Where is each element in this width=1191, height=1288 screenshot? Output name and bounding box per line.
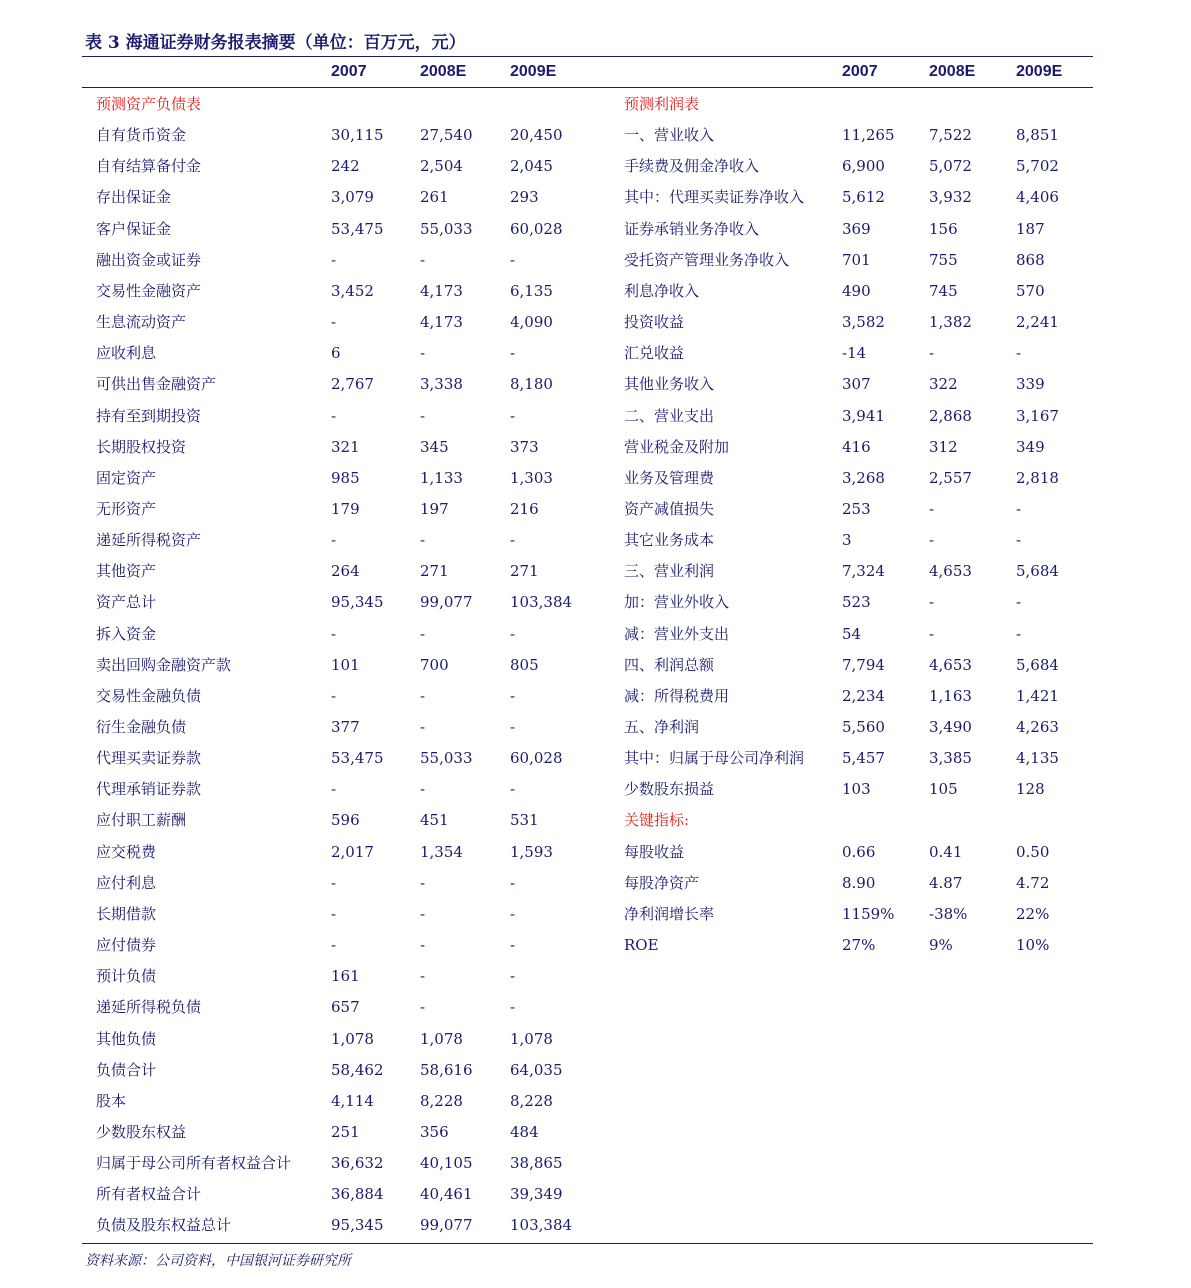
row-label: 其他业务收入 <box>624 375 715 394</box>
cell-value-y2: 3,932 <box>929 188 972 207</box>
row-label: 归属于母公司所有者权益合计 <box>96 1154 292 1173</box>
cell-value-y1: 54 <box>842 624 862 643</box>
income-statement-row <box>82 337 1093 368</box>
row-label: 净利润增长率 <box>624 904 715 923</box>
cell-value-y2: 105 <box>929 780 958 799</box>
cell-value-y2: 1,133 <box>420 468 463 487</box>
balance-sheet-row <box>82 1209 1093 1240</box>
row-label: 少数股东损益 <box>624 780 715 799</box>
left-header-2008e: 2008E <box>420 63 467 80</box>
cell-value-y1: 3 <box>842 531 852 550</box>
row-label: 存出保证金 <box>96 188 172 207</box>
cell-value-y1: 3,941 <box>842 406 885 425</box>
right-header-2009e: 2009E <box>1016 63 1063 80</box>
row-label: 自有结算备付金 <box>96 157 202 176</box>
cell-value-y2: 58,616 <box>420 1060 473 1079</box>
cell-value-y2: 356 <box>420 1122 449 1141</box>
cell-value-y3: - <box>1016 344 1022 363</box>
cell-value-y2: 2,557 <box>929 468 972 487</box>
row-label: 其他资产 <box>96 562 157 581</box>
row-label: 每股收益 <box>624 842 685 861</box>
cell-value-y3: 4,135 <box>1016 749 1059 768</box>
cell-value-y1: 369 <box>842 219 871 238</box>
cell-value-y3: 103,384 <box>510 593 573 612</box>
cell-value-y2: - <box>420 686 426 705</box>
cell-value-y3: 128 <box>1016 780 1045 799</box>
cell-value-y2: 1,163 <box>929 686 972 705</box>
cell-value-y1: - <box>331 686 337 705</box>
row-label: 减：营业外支出 <box>624 624 730 643</box>
row-label: 其中：归属于母公司净利润 <box>624 749 805 768</box>
cell-value-y2: - <box>420 406 426 425</box>
balance-sheet-row <box>82 1023 1093 1054</box>
cell-value-y1: -14 <box>842 344 867 363</box>
income-statement-row <box>82 462 1093 493</box>
cell-value-y3: 4,263 <box>1016 718 1059 736</box>
cell-value-y1: 7,324 <box>842 562 885 581</box>
cell-value-y3: - <box>510 531 516 550</box>
cell-value-y1: - <box>331 873 337 892</box>
cell-value-y2: 1,354 <box>420 842 463 861</box>
income-statement-row <box>82 586 1093 617</box>
row-label: 交易性金融负债 <box>96 686 202 705</box>
income-statement-row <box>82 773 1093 804</box>
cell-value-y2: - <box>420 780 426 799</box>
row-label: 一、营业收入 <box>624 126 715 145</box>
cell-value-y3: 339 <box>1016 375 1045 394</box>
cell-value-y2: - <box>420 344 426 363</box>
row-label: 利息净收入 <box>624 281 700 300</box>
cell-value-y2: 27,540 <box>420 126 473 145</box>
cell-value-y2: 451 <box>420 811 449 830</box>
income-statement-row <box>82 244 1093 275</box>
cell-value-y3: 60,028 <box>510 749 563 768</box>
row-label: 应收利息 <box>96 344 157 363</box>
row-label: 资产减值损失 <box>624 499 715 518</box>
cell-value-y2: - <box>420 936 426 955</box>
balance-sheet-row <box>82 1147 1093 1178</box>
right-header-2008e: 2008E <box>929 63 976 80</box>
cell-value-y3: 868 <box>1016 250 1045 269</box>
cell-value-y3: 39,349 <box>510 1185 563 1204</box>
cell-value-y2: 271 <box>420 562 449 581</box>
cell-value-y3: 5,684 <box>1016 562 1059 581</box>
cell-value-y3: 6,135 <box>510 281 553 300</box>
row-label: 五、净利润 <box>624 718 700 736</box>
cell-value-y3: 4.72 <box>1016 873 1050 892</box>
cell-value-y1: - <box>331 936 337 955</box>
row-label: 三、营业利润 <box>624 562 715 581</box>
cell-value-y1: 2,017 <box>331 842 374 861</box>
cell-value-y3: - <box>510 873 516 892</box>
income-statement-row <box>82 898 1093 929</box>
cell-value-y2: 755 <box>929 250 958 269</box>
cell-value-y2: 40,461 <box>420 1185 473 1204</box>
cell-value-y1: 8.90 <box>842 873 876 892</box>
row-label: 其它业务成本 <box>624 531 715 550</box>
cell-value-y1: 4,114 <box>331 1091 374 1110</box>
cell-value-y2: 99,077 <box>420 1216 473 1235</box>
cell-value-y3: 10% <box>1016 936 1050 955</box>
cell-value-y1: 5,457 <box>842 749 885 768</box>
cell-value-y3: - <box>510 936 516 955</box>
cell-value-y1: 3,452 <box>331 281 374 300</box>
cell-value-y2: - <box>420 718 426 736</box>
cell-value-y3: 531 <box>510 811 539 830</box>
cell-value-y1: 58,462 <box>331 1060 384 1079</box>
cell-value-y1: 701 <box>842 250 871 269</box>
cell-value-y3: 2,241 <box>1016 313 1059 332</box>
income-statement-row <box>82 649 1093 680</box>
cell-value-y2: 700 <box>420 655 449 674</box>
source-note: 资料来源：公司资料，中国银河证券研究所 <box>85 1253 351 1269</box>
left-header-2007: 2007 <box>331 63 367 80</box>
cell-value-y2: 8,228 <box>420 1091 463 1110</box>
cell-value-y3: 8,228 <box>510 1091 553 1110</box>
cell-value-y2: 4,653 <box>929 562 972 581</box>
cell-value-y3: 271 <box>510 562 539 581</box>
row-label: 衍生金融负债 <box>96 718 187 736</box>
cell-value-y2: - <box>420 250 426 269</box>
cell-value-y1: 490 <box>842 281 871 300</box>
row-label: 长期借款 <box>96 904 157 923</box>
cell-value-y1: - <box>331 313 337 332</box>
income-statement-row <box>82 555 1093 586</box>
row-label: 其他负债 <box>96 1029 157 1048</box>
cell-value-y1: 101 <box>331 655 360 674</box>
row-label: 营业税金及附加 <box>624 437 730 456</box>
cell-value-y1: 3,268 <box>842 468 885 487</box>
row-label: 应付利息 <box>96 873 157 892</box>
income-statement-row <box>82 88 1093 119</box>
cell-value-y3: 60,028 <box>510 219 563 238</box>
row-label: 其中：代理买卖证券净收入 <box>624 188 805 207</box>
cell-value-y3: 216 <box>510 499 539 518</box>
cell-value-y2: 55,033 <box>420 219 473 238</box>
cell-value-y3: 2,045 <box>510 157 553 176</box>
cell-value-y2: 322 <box>929 375 958 394</box>
cell-value-y2: - <box>929 624 935 643</box>
cell-value-y2: - <box>420 873 426 892</box>
cell-value-y3: 5,702 <box>1016 157 1059 176</box>
row-label: 手续费及佣金净收入 <box>624 157 760 176</box>
cell-value-y3: 20,450 <box>510 126 563 145</box>
cell-value-y3: 0.50 <box>1016 842 1050 861</box>
income-statement-row <box>82 431 1093 462</box>
section-heading: 预测利润表 <box>624 95 700 113</box>
cell-value-y1: 2,234 <box>842 686 885 705</box>
cell-value-y2: - <box>420 624 426 643</box>
cell-value-y1: 377 <box>331 718 360 736</box>
top-rule <box>82 56 1093 57</box>
row-label: 客户保证金 <box>96 219 172 238</box>
row-label: 生息流动资产 <box>96 313 187 332</box>
cell-value-y3: - <box>1016 499 1022 518</box>
income-statement-row <box>82 836 1093 867</box>
cell-value-y2: - <box>929 531 935 550</box>
row-label: 减：所得税费用 <box>624 686 730 705</box>
cell-value-y3: 373 <box>510 437 539 456</box>
cell-value-y3: 5,684 <box>1016 655 1059 674</box>
row-label: 投资收益 <box>624 313 685 332</box>
cell-value-y2: 0.41 <box>929 842 963 861</box>
cell-value-y3: 570 <box>1016 281 1045 300</box>
cell-value-y2: 5,072 <box>929 157 972 176</box>
cell-value-y3: - <box>1016 531 1022 550</box>
cell-value-y2: - <box>420 998 426 1017</box>
income-statement-row <box>82 867 1093 898</box>
cell-value-y1: 1159% <box>842 904 895 923</box>
cell-value-y2: 4,173 <box>420 313 463 332</box>
section-heading: 关键指标: <box>624 811 690 830</box>
row-label: 预计负债 <box>96 967 157 986</box>
cell-value-y1: 2,767 <box>331 375 374 394</box>
income-statement-row <box>82 119 1093 150</box>
cell-value-y2: 3,385 <box>929 749 972 768</box>
income-statement-row <box>82 493 1093 524</box>
cell-value-y1: - <box>331 250 337 269</box>
cell-value-y2: 261 <box>420 188 449 207</box>
row-label: 卖出回购金融资产款 <box>96 655 232 674</box>
cell-value-y2: 4,653 <box>929 655 972 674</box>
cell-value-y1: 3,079 <box>331 188 374 207</box>
cell-value-y1: 179 <box>331 499 360 518</box>
cell-value-y1: 161 <box>331 967 360 986</box>
cell-value-y1: 103 <box>842 780 871 799</box>
balance-sheet-row <box>82 1085 1093 1116</box>
cell-value-y1: 596 <box>331 811 360 830</box>
row-label: 业务及管理费 <box>624 468 715 487</box>
cell-value-y1: 36,884 <box>331 1185 384 1204</box>
cell-value-y3: 3,167 <box>1016 406 1059 425</box>
cell-value-y3: - <box>510 406 516 425</box>
cell-value-y1: 0.66 <box>842 842 876 861</box>
left-header-2009e: 2009E <box>510 63 557 80</box>
income-statement-row <box>82 929 1093 960</box>
income-statement-row <box>82 275 1093 306</box>
row-label: 所有者权益合计 <box>96 1185 202 1204</box>
cell-value-y1: 6,900 <box>842 157 885 176</box>
cell-value-y3: - <box>510 998 516 1017</box>
cell-value-y1: 657 <box>331 998 360 1017</box>
row-label: 应付债券 <box>96 936 157 955</box>
cell-value-y1: 95,345 <box>331 593 384 612</box>
cell-value-y2: 156 <box>929 219 958 238</box>
cell-value-y1: 242 <box>331 157 360 176</box>
income-statement-row <box>82 368 1093 399</box>
row-label: 固定资产 <box>96 468 157 487</box>
cell-value-y1: 27% <box>842 936 876 955</box>
row-label: 代理买卖证券款 <box>96 749 202 768</box>
cell-value-y2: 40,105 <box>420 1154 473 1173</box>
cell-value-y1: 321 <box>331 437 360 456</box>
cell-value-y2: 1,382 <box>929 313 972 332</box>
cell-value-y2: 3,338 <box>420 375 463 394</box>
cell-value-y3: 103,384 <box>510 1216 573 1235</box>
cell-value-y1: 7,794 <box>842 655 885 674</box>
row-label: 递延所得税负债 <box>96 998 202 1017</box>
row-label: 加：营业外收入 <box>624 593 730 612</box>
cell-value-y1: 11,265 <box>842 126 895 145</box>
cell-value-y3: 4,090 <box>510 313 553 332</box>
row-label: 应交税费 <box>96 842 157 861</box>
balance-sheet-row <box>82 1116 1093 1147</box>
cell-value-y2: -38% <box>929 904 968 923</box>
cell-value-y1: - <box>331 780 337 799</box>
cell-value-y1: 5,560 <box>842 718 885 736</box>
income-statement-row <box>82 213 1093 244</box>
cell-value-y1: 1,078 <box>331 1029 374 1048</box>
cell-value-y1: 53,475 <box>331 219 384 238</box>
cell-value-y1: 264 <box>331 562 360 581</box>
cell-value-y3: 1,303 <box>510 468 553 487</box>
row-label: 递延所得税资产 <box>96 531 202 550</box>
cell-value-y3: 64,035 <box>510 1060 563 1079</box>
cell-value-y2: - <box>929 593 935 612</box>
cell-value-y3: - <box>510 780 516 799</box>
cell-value-y2: - <box>420 531 426 550</box>
row-label: 股本 <box>96 1091 127 1110</box>
cell-value-y2: 197 <box>420 499 449 518</box>
cell-value-y3: - <box>510 967 516 986</box>
cell-value-y3: - <box>1016 593 1022 612</box>
income-statement-row <box>82 150 1093 181</box>
bottom-rule <box>82 1243 1093 1244</box>
row-label: 融出资金或证券 <box>96 250 202 269</box>
cell-value-y3: - <box>510 718 516 736</box>
row-label: 无形资产 <box>96 499 157 518</box>
income-statement-row <box>82 711 1093 742</box>
balance-sheet-row <box>82 1178 1093 1209</box>
cell-value-y1: 95,345 <box>331 1216 384 1235</box>
cell-value-y1: 5,612 <box>842 188 885 207</box>
cell-value-y3: - <box>510 344 516 363</box>
cell-value-y2: - <box>929 499 935 518</box>
row-label: 交易性金融资产 <box>96 281 202 300</box>
cell-value-y3: 38,865 <box>510 1154 563 1173</box>
cell-value-y3: 4,406 <box>1016 188 1059 207</box>
cell-value-y3: 2,818 <box>1016 468 1059 487</box>
row-label: 负债合计 <box>96 1060 157 1079</box>
cell-value-y2: 1,078 <box>420 1029 463 1048</box>
cell-value-y1: - <box>331 624 337 643</box>
cell-value-y2: - <box>929 344 935 363</box>
row-label: 少数股东权益 <box>96 1122 187 1141</box>
cell-value-y2: 4.87 <box>929 873 963 892</box>
income-statement-row <box>82 306 1093 337</box>
income-statement-row <box>82 524 1093 555</box>
cell-value-y1: 36,632 <box>331 1154 384 1173</box>
cell-value-y1: 53,475 <box>331 749 384 768</box>
cell-value-y2: 9% <box>929 936 953 955</box>
row-label: 代理承销证券款 <box>96 780 202 799</box>
cell-value-y1: - <box>331 531 337 550</box>
row-label: 汇兑收益 <box>624 344 685 363</box>
cell-value-y3: 187 <box>1016 219 1045 238</box>
income-statement-row <box>82 181 1093 212</box>
cell-value-y1: 251 <box>331 1122 360 1141</box>
cell-value-y3: - <box>1016 624 1022 643</box>
row-label: ROE <box>624 936 659 955</box>
cell-value-y1: - <box>331 406 337 425</box>
income-statement-row <box>82 618 1093 649</box>
cell-value-y3: 1,421 <box>1016 686 1059 705</box>
row-label: 受托资产管理业务净收入 <box>624 250 790 269</box>
cell-value-y2: 7,522 <box>929 126 972 145</box>
cell-value-y2: 2,868 <box>929 406 972 425</box>
row-label: 二、营业支出 <box>624 406 715 425</box>
cell-value-y1: - <box>331 904 337 923</box>
cell-value-y1: 30,115 <box>331 126 384 145</box>
cell-value-y3: 349 <box>1016 437 1045 456</box>
cell-value-y2: 312 <box>929 437 958 456</box>
balance-sheet-row <box>82 960 1093 991</box>
row-label: 自有货币资金 <box>96 126 187 145</box>
cell-value-y3: - <box>510 250 516 269</box>
cell-value-y2: 2,504 <box>420 157 463 176</box>
cell-value-y3: 293 <box>510 188 539 207</box>
cell-value-y1: 985 <box>331 468 360 487</box>
row-label: 证券承销业务净收入 <box>624 219 760 238</box>
section-heading: 预测资产负债表 <box>96 95 202 113</box>
cell-value-y1: 523 <box>842 593 871 612</box>
balance-sheet-row <box>82 991 1093 1022</box>
row-label: 应付职工薪酬 <box>96 811 187 830</box>
cell-value-y2: 55,033 <box>420 749 473 768</box>
cell-value-y3: 805 <box>510 655 539 674</box>
row-label: 每股净资产 <box>624 873 700 892</box>
cell-value-y3: 1,078 <box>510 1029 553 1048</box>
balance-sheet-row <box>82 1054 1093 1085</box>
cell-value-y3: 1,593 <box>510 842 553 861</box>
cell-value-y3: - <box>510 904 516 923</box>
cell-value-y1: 416 <box>842 437 871 456</box>
row-label: 可供出售金融资产 <box>96 375 217 394</box>
cell-value-y3: 8,180 <box>510 375 553 394</box>
row-label: 负债及股东权益总计 <box>96 1216 232 1235</box>
income-statement-row <box>82 804 1093 835</box>
cell-value-y1: 6 <box>331 344 341 363</box>
cell-value-y2: 3,490 <box>929 718 972 736</box>
income-statement-row <box>82 680 1093 711</box>
cell-value-y2: - <box>420 904 426 923</box>
cell-value-y1: 253 <box>842 499 871 518</box>
cell-value-y3: 8,851 <box>1016 126 1059 145</box>
right-header-2007: 2007 <box>842 63 878 80</box>
row-label: 资产总计 <box>96 593 157 612</box>
cell-value-y3: - <box>510 686 516 705</box>
table-title: 表 3 海通证券财务报表摘要（单位：百万元，元） <box>85 33 466 53</box>
row-label: 四、利润总额 <box>624 655 715 674</box>
row-label: 持有至到期投资 <box>96 406 202 425</box>
cell-value-y2: 4,173 <box>420 281 463 300</box>
cell-value-y1: 307 <box>842 375 871 394</box>
cell-value-y3: 484 <box>510 1122 539 1141</box>
cell-value-y2: 745 <box>929 281 958 300</box>
cell-value-y3: - <box>510 624 516 643</box>
row-label: 长期股权投资 <box>96 437 187 456</box>
income-statement-row <box>82 400 1093 431</box>
income-statement-row <box>82 742 1093 773</box>
cell-value-y1: 3,582 <box>842 313 885 332</box>
cell-value-y2: 345 <box>420 437 449 456</box>
row-label: 拆入资金 <box>96 624 157 643</box>
cell-value-y2: - <box>420 967 426 986</box>
cell-value-y2: 99,077 <box>420 593 473 612</box>
cell-value-y3: 22% <box>1016 904 1050 923</box>
